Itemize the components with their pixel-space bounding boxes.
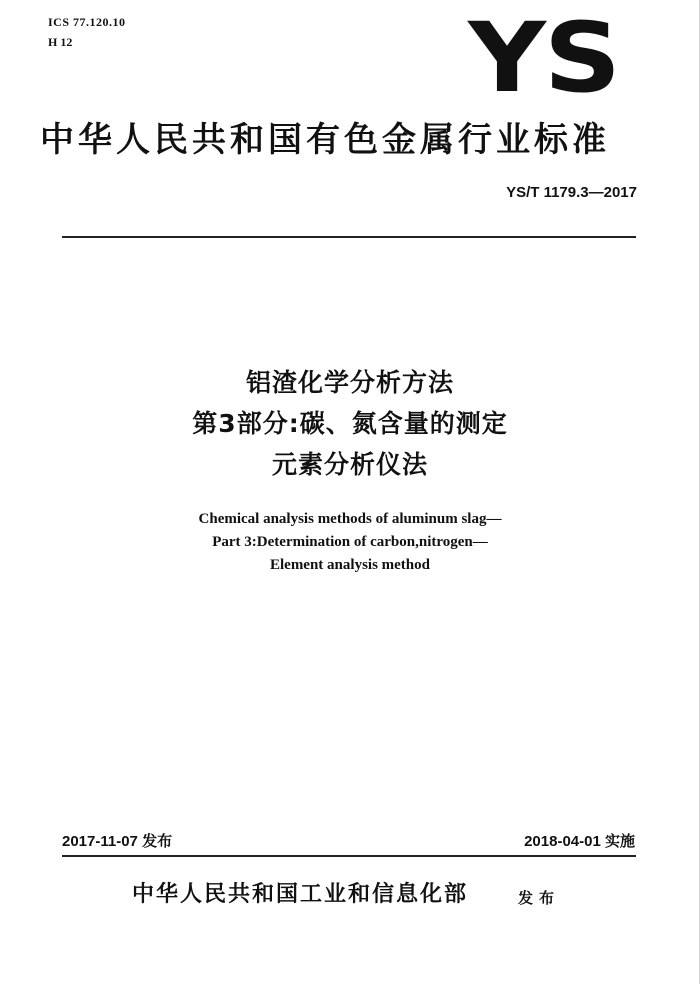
issue-date: 2017-11-07 发布	[62, 833, 173, 850]
standard-number: YS/T 1179.3—2017	[506, 184, 637, 201]
english-title-line-1: Chemical analysis methods of aluminum slag—	[198, 511, 502, 527]
english-title-line-2: Part 3:Determination of carbon,nitrogen—	[212, 534, 488, 550]
english-title	[0, 508, 700, 577]
ccs-code: H 12	[48, 35, 73, 49]
ys-logo: YS	[468, 2, 619, 114]
publisher-name: 中华人民共和国工业和信息化部	[132, 882, 469, 907]
header-divider	[62, 236, 636, 238]
chinese-title	[0, 362, 700, 485]
ics-code: ICS 77.120.10	[48, 15, 126, 29]
chinese-title-line-3: 元素分析仪法	[271, 450, 428, 479]
chinese-title-line-1: 铝渣化学分析方法	[245, 368, 454, 397]
footer-divider	[62, 855, 636, 857]
publish-label: 发布	[518, 889, 561, 907]
english-title-line-3: Element analysis method	[269, 557, 430, 573]
implementation-date: 2018-04-01 实施	[524, 833, 635, 850]
chinese-title-line-2: 第3部分:碳、氮含量的测定	[192, 409, 508, 438]
standard-name: 中华人民共和国有色金属行业标准	[40, 120, 610, 160]
